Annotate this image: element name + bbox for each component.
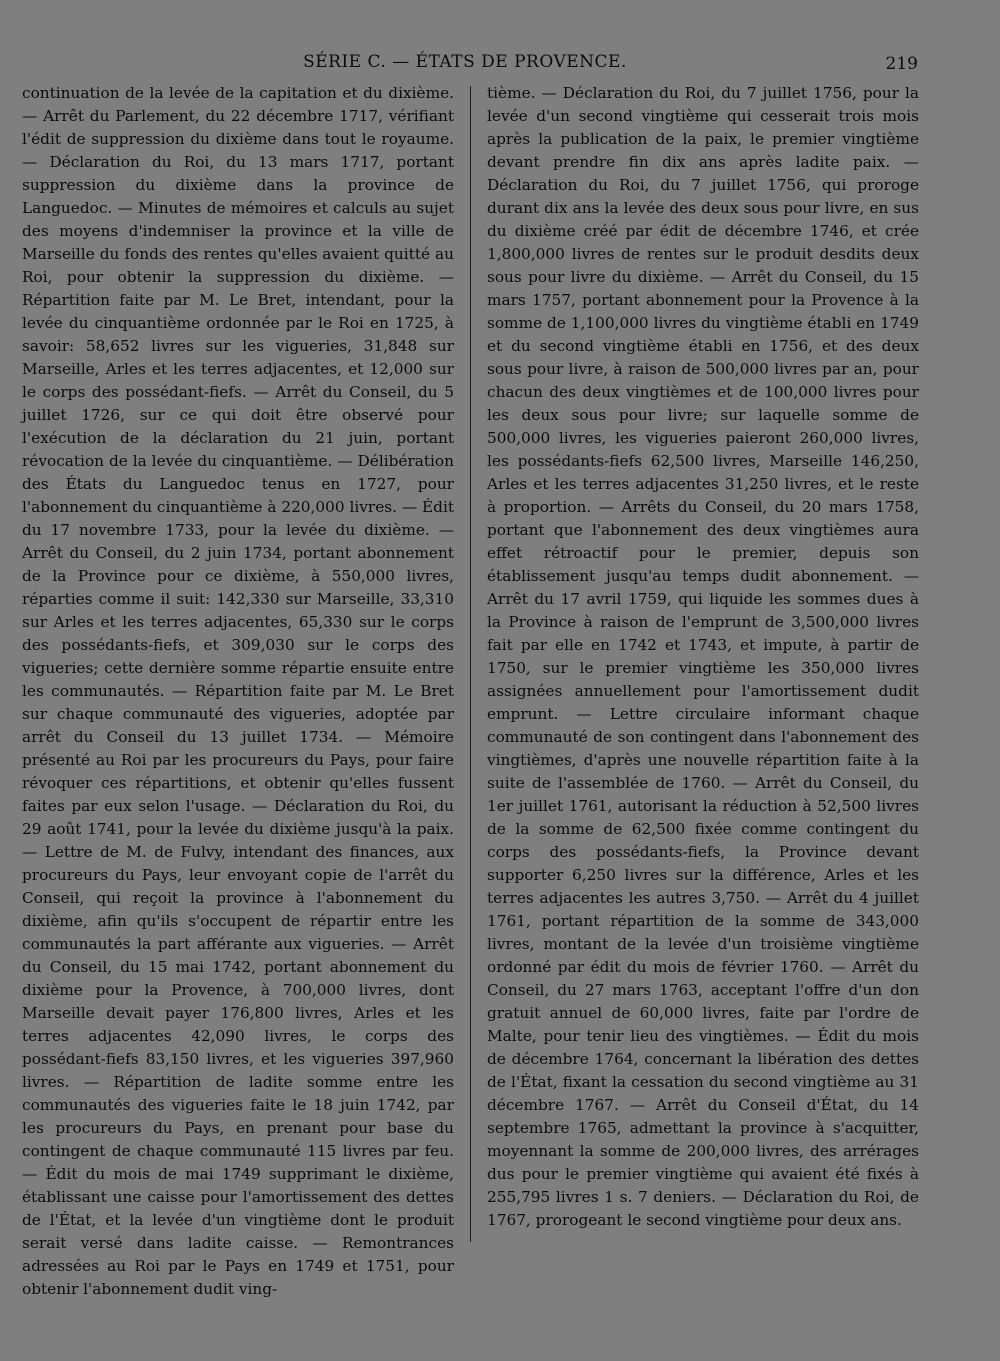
running-header xyxy=(0,50,1000,76)
column-divider xyxy=(470,86,471,1242)
right-column xyxy=(487,82,919,1232)
right-column-text: tième. — Déclaration du Roi, du 7 juillet 1756, pour la levée d'un second vingtième qui cesserait trois mois après la publication de la paix, le premier vingtième devant prendre fin dix ans après ladite paix. — Déclaration du Roi, du 7 juillet 1756, qui proroge durant dix ans la levée des deux sous pour livre, en sus du dixième créé par édit de décembre 1746, et crée 1,800,000 livres de rentes sur le produit desdits deux sous pour livre du dixième. — Arrêt du Conseil, du 15 mars 1757, portant abonnement pour la Provence à la somme de 1,100,000 livres du vingtième établi en 1749 et du second vingtième établi en 1756, et des deux sous pour livre, à raison de 500,000 livres par an, pour chacun des deux vingtièmes et de 100,000 livres pour les deux sous pour livre; sur laquelle somme de 500,000 livres, les vigueries paieront 260,000 livres, les possédants-fiefs 62,500 livres, Marseille 146,250, Arles et les terres adjacentes 31,250 livres, et le reste à proportion. — Arrêts du Conseil, du 20 mars 1758, portant que l'abonnement des deux vingtièmes aura effet rétroactif pour le premier, depuis son établissement jusqu'au temps dudit abonnement. — Arrêt du 17 avril 1759, qui liquide les sommes dues à la Province à raison de l'emprunt de 3,500,000 livres fait par elle en 1742 et 1743, et impute, à partir de 1750, sur le premier vingtième les 350,000 livres assignées annuellement pour l'amortissement dudit emprunt. — Lettre circulaire informant chaque communauté de son contingent dans l'abonnement des vingtièmes, d'après une nouvelle répartition faite à la suite de l'assemblée de 1760. — Arrêt du Conseil, du 1er juillet 1761, autorisant la réduction à 52,500 livres de la somme de 62,500 fixée comme contingent du corps des possédants-fiefs, la Province devant supporter 6,250 livres sur la différence, Arles et les terres adjacentes les autres 3,750. — Arrêt du 4 juillet 1761, portant répartition de la somme de 343,000 livres, montant de la levée d'un troisième vingtième ordonné par édit du mois de février 1760. — Arrêt du Conseil, du 27 mars 1763, acceptant l'offre d'un don gratuit annuel de 60,000 livres, faite par l'ordre de Malte, pour tenir lieu des vingtièmes. — Édit du mois de décembre 1764, concernant la libération des dettes de l'État, fixant la cessation du second vingtième au 31 décembre 1767. — Arrêt du Conseil d'État, du 14 septembre 1765, admettant la province à s'acquitter, moyennant la somme de 200,000 livres, des arrérages dus pour le premier vingtième qui avaient été fixés à 255,795 livres 1 s. 7 deniers. — Déclaration du Roi, de 1767, prorogeant le second vingtième pour deux ans. xyxy=(487,84,919,1229)
running-title: SÉRIE C. — ÉTATS DE PROVENCE. xyxy=(303,52,627,72)
left-column-text: continuation de la levée de la capitation et du dixième. — Arrêt du Parlement, du 22 décembre 1717, vérifiant l'édit de suppression du dixième dans tout le royaume. — Déclaration du Roi, du 13 mars 1717, portant suppression du dixième dans la province de Languedoc. — Minutes de mémoires et calculs au sujet des moyens d'indemniser la province et la ville de Marseille du fonds des rentes qu'elles avaient quitté au Roi, pour obtenir la suppression du dixième. — Répartition faite par M. Le Bret, intendant, pour la levée du cinquantième ordonnée par le Roi en 1725, à savoir: 58,652 livres sur les vigueries, 31,848 sur Marseille, Arles et les terres adjacentes, et 12,000 sur le corps des possédant-fiefs. — Arrêt du Conseil, du 5 juillet 1726, sur ce qui doit être observé pour l'exécution de la déclaration du 21 juin, portant révocation de la levée du cinquantième. — Délibération des États du Languedoc tenus en 1727, pour l'abonnement du cinquantième à 220,000 livres. — Édit du 17 novembre 1733, pour la levée du dixième. — Arrêt du Conseil, du 2 juin 1734, portant abonnement de la Province pour ce dixième, à 550,000 livres, réparties comme il suit: 142,330 sur Marseille, 33,310 sur Arles et les terres adjacentes, 65,330 sur le corps des possédants-fiefs, et 309,030 sur le corps des vigueries; cette dernière somme répartie ensuite entre les communautés. — Répartition faite par M. Le Bret sur chaque communauté des vigueries, adoptée par arrêt du Conseil du 13 juillet 1734. — Mémoire présenté au Roi par les procureurs du Pays, pour faire révoquer ces répartitions, et obtenir qu'elles fussent faites par eux selon l'usage. — Déclaration du Roi, du 29 août 1741, pour la levée du dixième jusqu'à la paix. — Lettre de M. de Fulvy, intendant des finances, aux procureurs du Pays, leur envoyant copie de l'arrêt du Conseil, qui reçoit la province à l'abonnement du dixième, afin qu'ils s'occupent de répartir entre les communautés la part afférante aux vigueries. — Arrêt du Conseil, du 15 mai 1742, portant abonnement du dixième pour la Provence, à 700,000 livres, dont Marseille devait payer 176,800 livres, Arles et les terres adjacentes 42,090 livres, le corps des possédant-fiefs 83,150 livres, et les vigueries 397,960 livres. — Répartition de ladite somme entre les communautés des vigueries faite le 18 juin 1742, par les procureurs du Pays, en prenant pour base du contingent de chaque communauté 115 livres par feu. — Édit du mois de mai 1749 supprimant le dixième, établissant une caisse pour l'amortissement des dettes de l'État, et la levée d'un vingtième dont le produit serait versé dans ladite caisse. — Remontrances adressées au Roi par le Pays en 1749 et 1751, pour obtenir l'abonnement dudit ving- xyxy=(22,84,454,1298)
left-column xyxy=(22,82,454,1301)
page-number: 219 xyxy=(885,54,918,74)
